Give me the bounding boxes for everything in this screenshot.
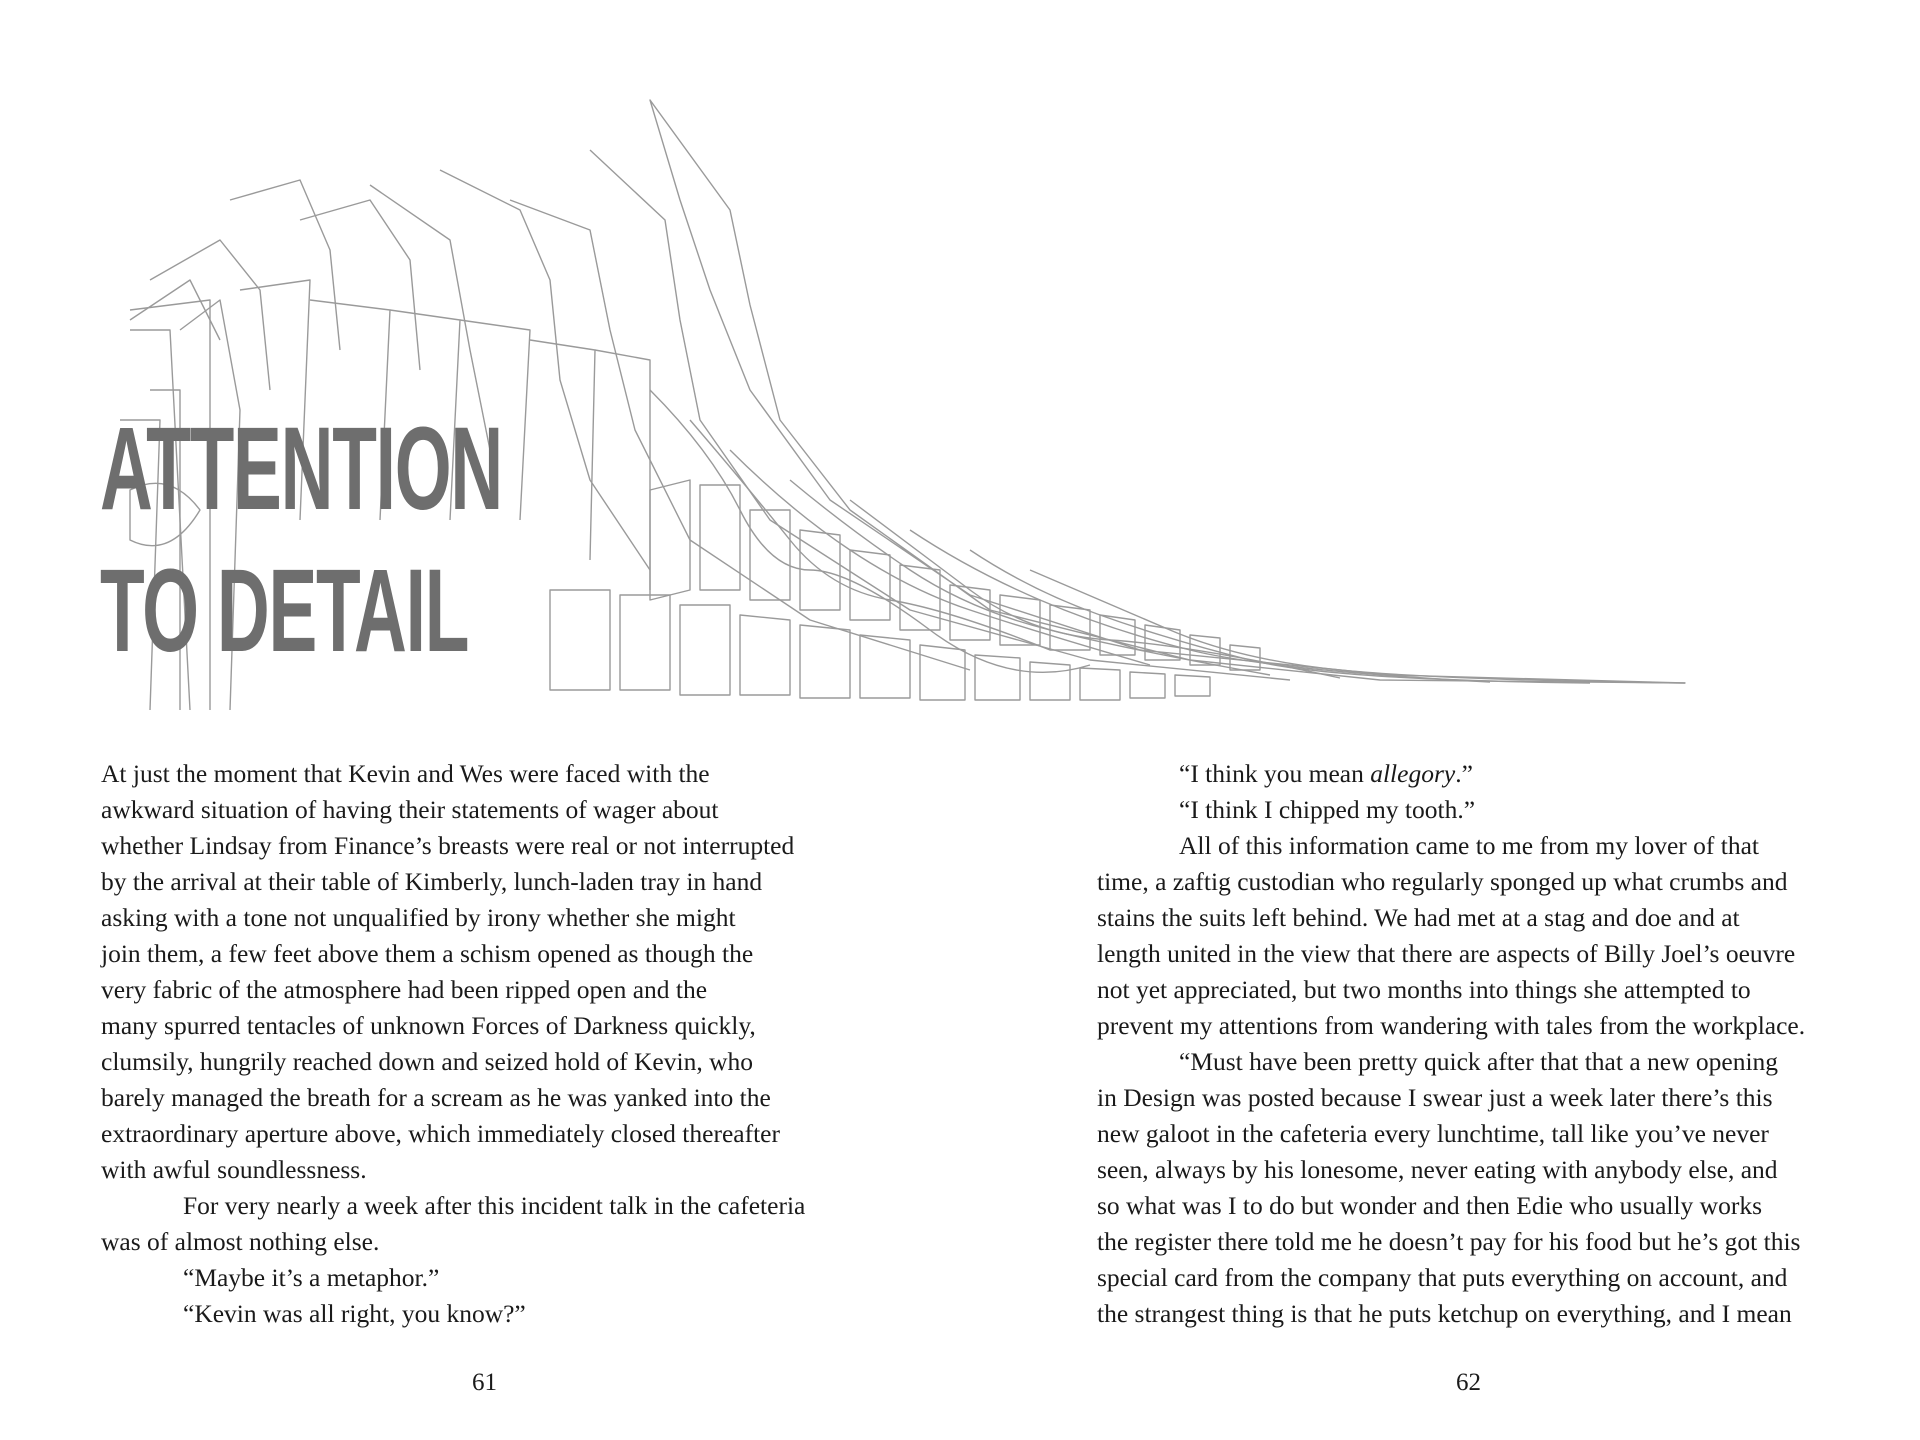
left-page-body [101,756,851,1332]
paragraph [101,1260,851,1296]
text-line: not yet appreciated, but two months into things she attempted to [1097,975,1751,1004]
text-line: was of almost nothing else. [101,1227,380,1256]
paragraph [1097,828,1857,1044]
text-line: the register there told me he doesn’t pay for his food but he’s got this [1097,1227,1801,1256]
text-line: so what was I to do but wonder and then Edie who usually works [1097,1191,1763,1220]
text-line: “Kevin was all right, you know?” [183,1299,526,1328]
chapter-title-line-1: ATTENTION [100,403,503,535]
paragraph [101,1296,851,1332]
text-line: time, a zaftig custodian who regularly sponged up what crumbs and [1097,867,1788,896]
text-line: seen, always by his lonesome, never eating with anybody else, and [1097,1155,1778,1184]
text-run: .” [1455,759,1473,788]
paragraph [1097,792,1857,828]
paragraph [101,756,851,1188]
paragraph [1097,1044,1857,1332]
text-line: special card from the company that puts everything on account, and [1097,1263,1788,1292]
text-line: clumsily, hungrily reached down and seized hold of Kevin, who [101,1047,753,1076]
text-line: “I think I chipped my tooth.” [1179,795,1476,824]
page-number-right: 62 [1456,1369,1481,1396]
text-line: “Must have been pretty quick after that that a new opening [1179,1047,1779,1076]
text-line: new galoot in the cafeteria every lunchtime, tall like you’ve never [1097,1119,1769,1148]
text-line: awkward situation of having their statements of wager about [101,795,719,824]
right-page-body [1097,756,1857,1332]
text-line: in Design was posted because I swear just a week later there’s this [1097,1083,1773,1112]
text-run: “I think you mean [1179,759,1371,788]
text-line: asking with a tone not unqualified by irony whether she might [101,903,736,932]
italic-word: allegory [1370,759,1456,788]
text-line: by the arrival at their table of Kimberly, lunch-laden tray in hand [101,867,763,896]
text-line: very fabric of the atmosphere had been ripped open and the [101,975,708,1004]
paragraph [101,1188,851,1260]
text-line: join them, a few feet above them a schism opened as though the [101,939,754,968]
text-line: At just the moment that Kevin and Wes were faced with the [101,759,710,788]
page-number-left: 61 [472,1369,497,1396]
text-line: stains the suits left behind. We had met at a stag and doe and at [1097,903,1740,932]
text-line: whether Lindsay from Finance’s breasts were real or not interrupted [101,831,795,860]
text-line: with awful soundlessness. [101,1155,367,1184]
text-line: prevent my attentions from wandering with tales from the workplace. [1097,1011,1806,1040]
text-line: For very nearly a week after this incident talk in the cafeteria [183,1191,806,1220]
chapter-title [100,398,748,682]
text-line: extraordinary aperture above, which immediately closed thereafter [101,1119,780,1148]
text-line: “Maybe it’s a metaphor.” [183,1263,440,1292]
text-line [1097,756,1857,792]
chapter-title-line-2: TO DETAIL [100,545,469,677]
text-line: the strangest thing is that he puts ketchup on everything, and I mean [1097,1299,1792,1328]
text-line: barely managed the breath for a scream as he was yanked into the [101,1083,771,1112]
text-line: All of this information came to me from my lover of that [1179,831,1759,860]
text-line: many spurred tentacles of unknown Forces of Darkness quickly, [101,1011,756,1040]
text-line: length united in the view that there are aspects of Billy Joel’s oeuvre [1097,939,1796,968]
paragraph [1097,756,1857,792]
